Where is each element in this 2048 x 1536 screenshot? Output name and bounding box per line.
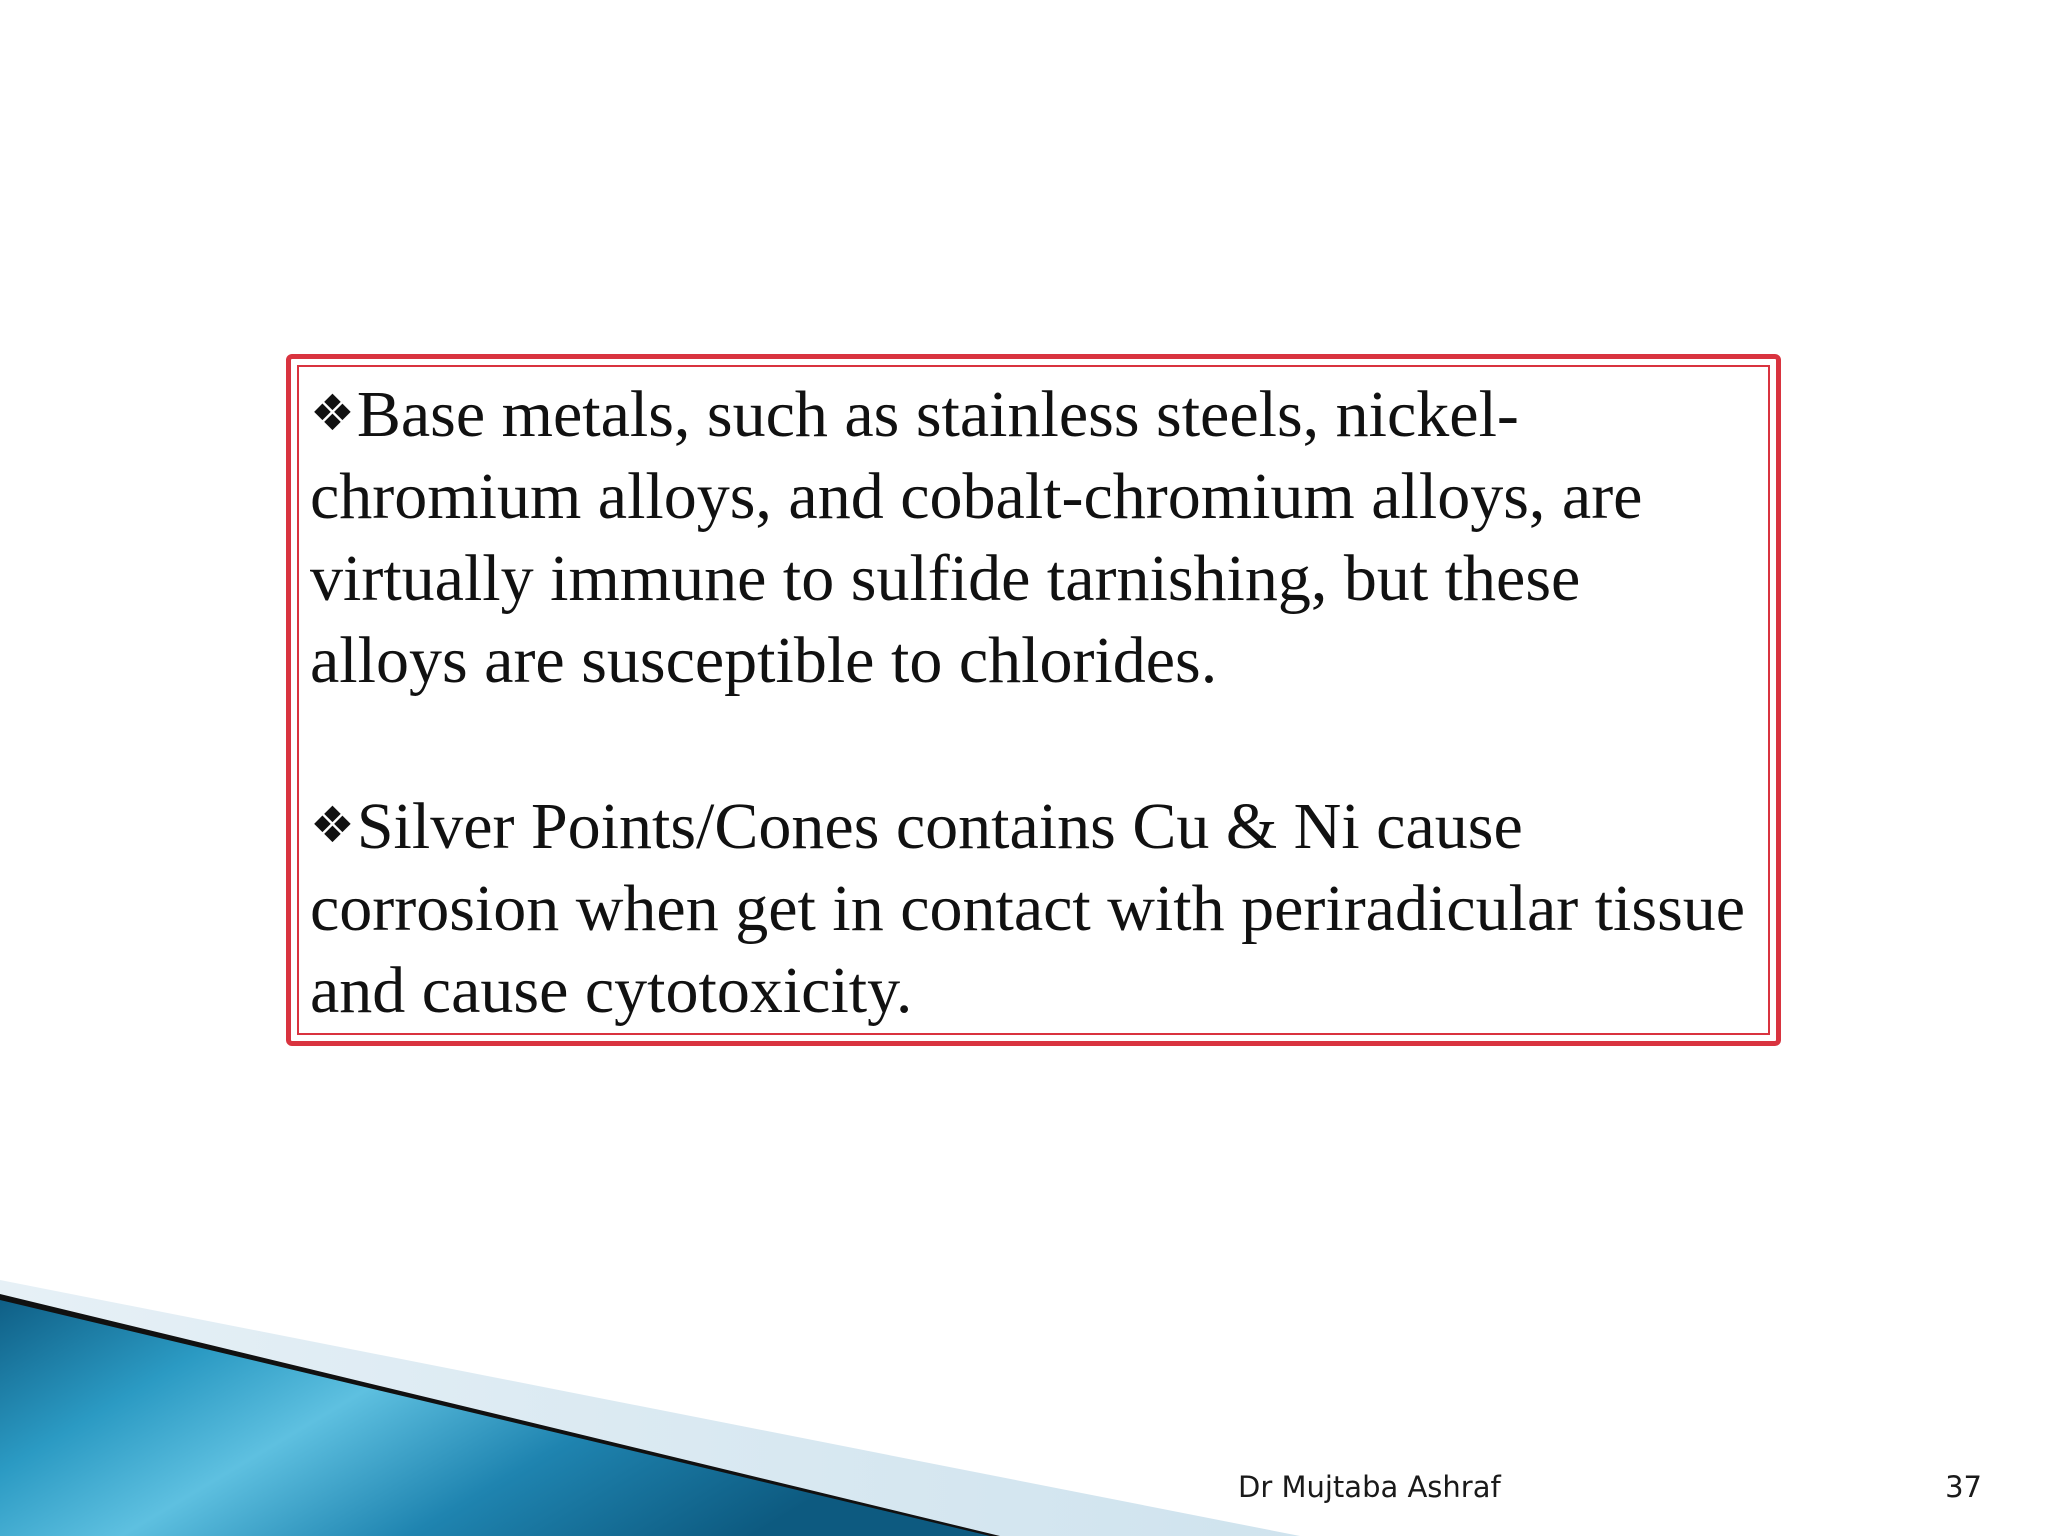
diamond-bullet-icon: ❖ — [310, 796, 355, 854]
diamond-bullet-icon: ❖ — [310, 384, 355, 442]
bullet-text-2: Silver Points/Cones contains Cu & Ni cause corrosion when get in contact with periradicular tissue and cause cytotoxicity. — [310, 790, 1746, 1027]
bullet-text-1: Base metals, such as stainless steels, nickel-chromium alloys, and cobalt-chromium alloys, are virtually immune to sulfide tarnishing, but these alloys are susceptible to chlorides. — [310, 378, 1643, 697]
bullet-item-2 — [310, 784, 1750, 1032]
bullet-item-1 — [310, 372, 1750, 702]
footer-author: Dr Mujtaba Ashraf — [1238, 1470, 1501, 1504]
decorative-swoosh — [0, 1280, 1300, 1536]
page-number: 37 — [1945, 1470, 1982, 1504]
content-text — [310, 372, 1750, 1032]
